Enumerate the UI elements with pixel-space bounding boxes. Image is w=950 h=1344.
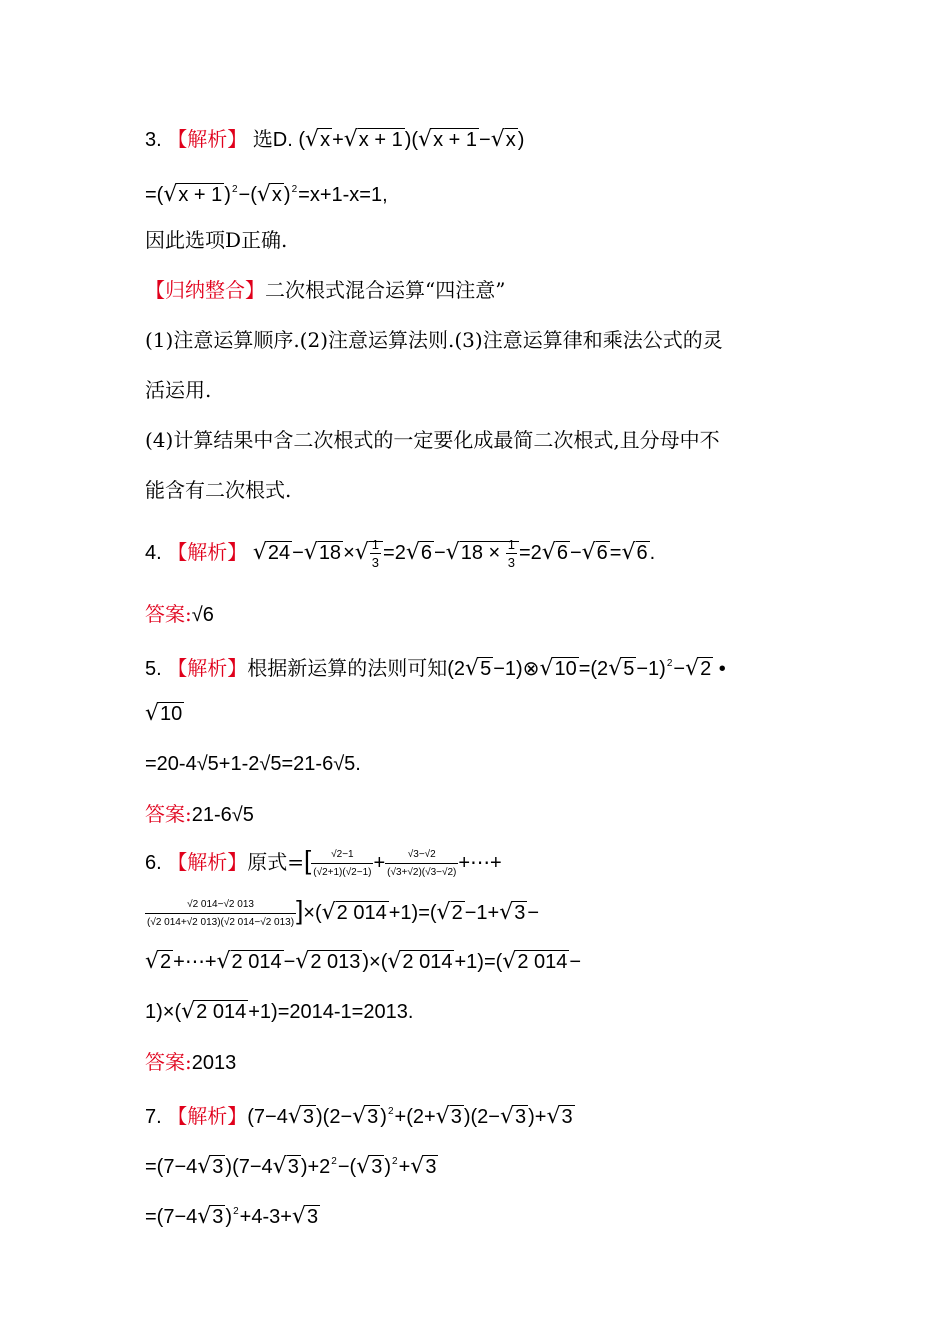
p6-line2: $\frac{√2 014-√2 013}{(√2 014+√2 013)(√2 014-√2 013)}$ ]×(√2 014 +1)=(√2 −1+√3 −	[145, 896, 539, 931]
p3-jiexi-label: 【解析】	[167, 129, 248, 151]
p6-answer: 2013	[191, 1052, 237, 1074]
p4-number: 4.	[145, 541, 162, 564]
p7-jiexi-label: 【解析】	[167, 1106, 248, 1128]
p3-conclusion: 因此选项D正确.	[145, 228, 288, 252]
p6-intro: 原式=	[247, 850, 305, 874]
p7-line3: =(7−4√3 )$^2$+4-3+√3	[145, 1204, 319, 1229]
p6-bracket: [ $\frac{√2-1}{(√2+1)(√2-1)}$ + $\frac{√3-√2}{(√3+√2)(√3-√2)}$ +⋯+	[304, 845, 502, 879]
p6-jiexi-label: 【解析】	[167, 852, 248, 874]
p3-line2	[145, 176, 388, 209]
p4-answer-line	[145, 600, 214, 629]
summary-line3: (4)计算结果中含二次根式的一定要化成最简二次根式,且分母中不	[145, 428, 720, 452]
p5-expr: (2√5 −1)⊗√10 $=(2√5 -1)^2-√2$ •	[447, 656, 726, 681]
p5-intro: 根据新运算的法则可知	[247, 656, 448, 680]
p3-line1	[145, 126, 524, 154]
p6-line4: 1)×(√2 014 +1)=2014-1=2013.	[145, 999, 414, 1024]
guina-label: 【归纳整合】	[145, 278, 265, 302]
p6-line3: √2 +⋯+√2 014 −√2 013 )×(√2 014 +1)=(√2 014 −	[145, 949, 582, 974]
p6-answer-label: 答案:	[145, 1050, 192, 1074]
p7-line1: 7. 【解析】(7−4√3 )(2−√3 )$^2$+(2+√3 )(2−√3 )+√3	[145, 1104, 573, 1129]
p4-answer-label: 答案:	[145, 602, 192, 626]
summary-line2: 活运用.	[145, 378, 212, 402]
p3-choice: 选D.	[252, 129, 293, 151]
p5-number: 5.	[145, 658, 162, 680]
p7-number: 7.	[145, 1106, 162, 1128]
p3-number: 3.	[145, 129, 162, 151]
p3-expr: (√x +√x + 1 )(√x + 1 −√x )	[298, 127, 525, 152]
p7-tail: +4-3+	[239, 1206, 292, 1228]
p5-answer-label: 答案:	[145, 802, 192, 826]
p6-number: 6.	[145, 852, 162, 874]
p4-answer: √6	[191, 604, 214, 626]
p6-line1	[145, 846, 502, 881]
summary-title-text: 二次根式混合运算“四注意”	[265, 278, 506, 302]
p6-answer-line	[145, 1048, 236, 1077]
summary-line4: 能含有二次根式.	[145, 478, 292, 502]
summary-title	[145, 276, 505, 304]
p6-result: =2014-1=2013.	[277, 1001, 414, 1023]
p5-line1	[145, 650, 726, 683]
p5-jiexi-label: 【解析】	[167, 658, 248, 680]
p4-line1	[145, 536, 655, 571]
p7-line2: =(7−4√3 )(7−4√3 )$+2^2-(√3$ )$^2$+√3	[145, 1154, 437, 1179]
p4-expr: √24 −√18 ×√ $\frac{1}{3}$ =2√6 −√18 × $\frac{1}{3}$ =2√6 −√6 =√6 .	[252, 537, 656, 570]
p5-answer: 21-6√5	[191, 804, 254, 826]
p6-fraction-2014: $\frac{√2 014-√2 013}{(√2 014+√2 013)(√2 014-√2 013)}$	[145, 896, 296, 931]
p5-answer-line	[145, 800, 254, 829]
summary-line1: (1)注意运算顺序.(2)注意运算法则.(3)注意运算律和乘法公式的灵	[145, 328, 723, 352]
p4-jiexi-label: 【解析】	[167, 541, 248, 564]
p3-result: =x+1-x=1,	[298, 184, 388, 206]
p5-line2: √10	[145, 701, 183, 726]
p5-line3: =20-4√5+1-2√5=21-6√5.	[145, 753, 361, 775]
p3-expr2: =(√x + 1 )$^2$−(√x )$^2$	[145, 182, 298, 207]
